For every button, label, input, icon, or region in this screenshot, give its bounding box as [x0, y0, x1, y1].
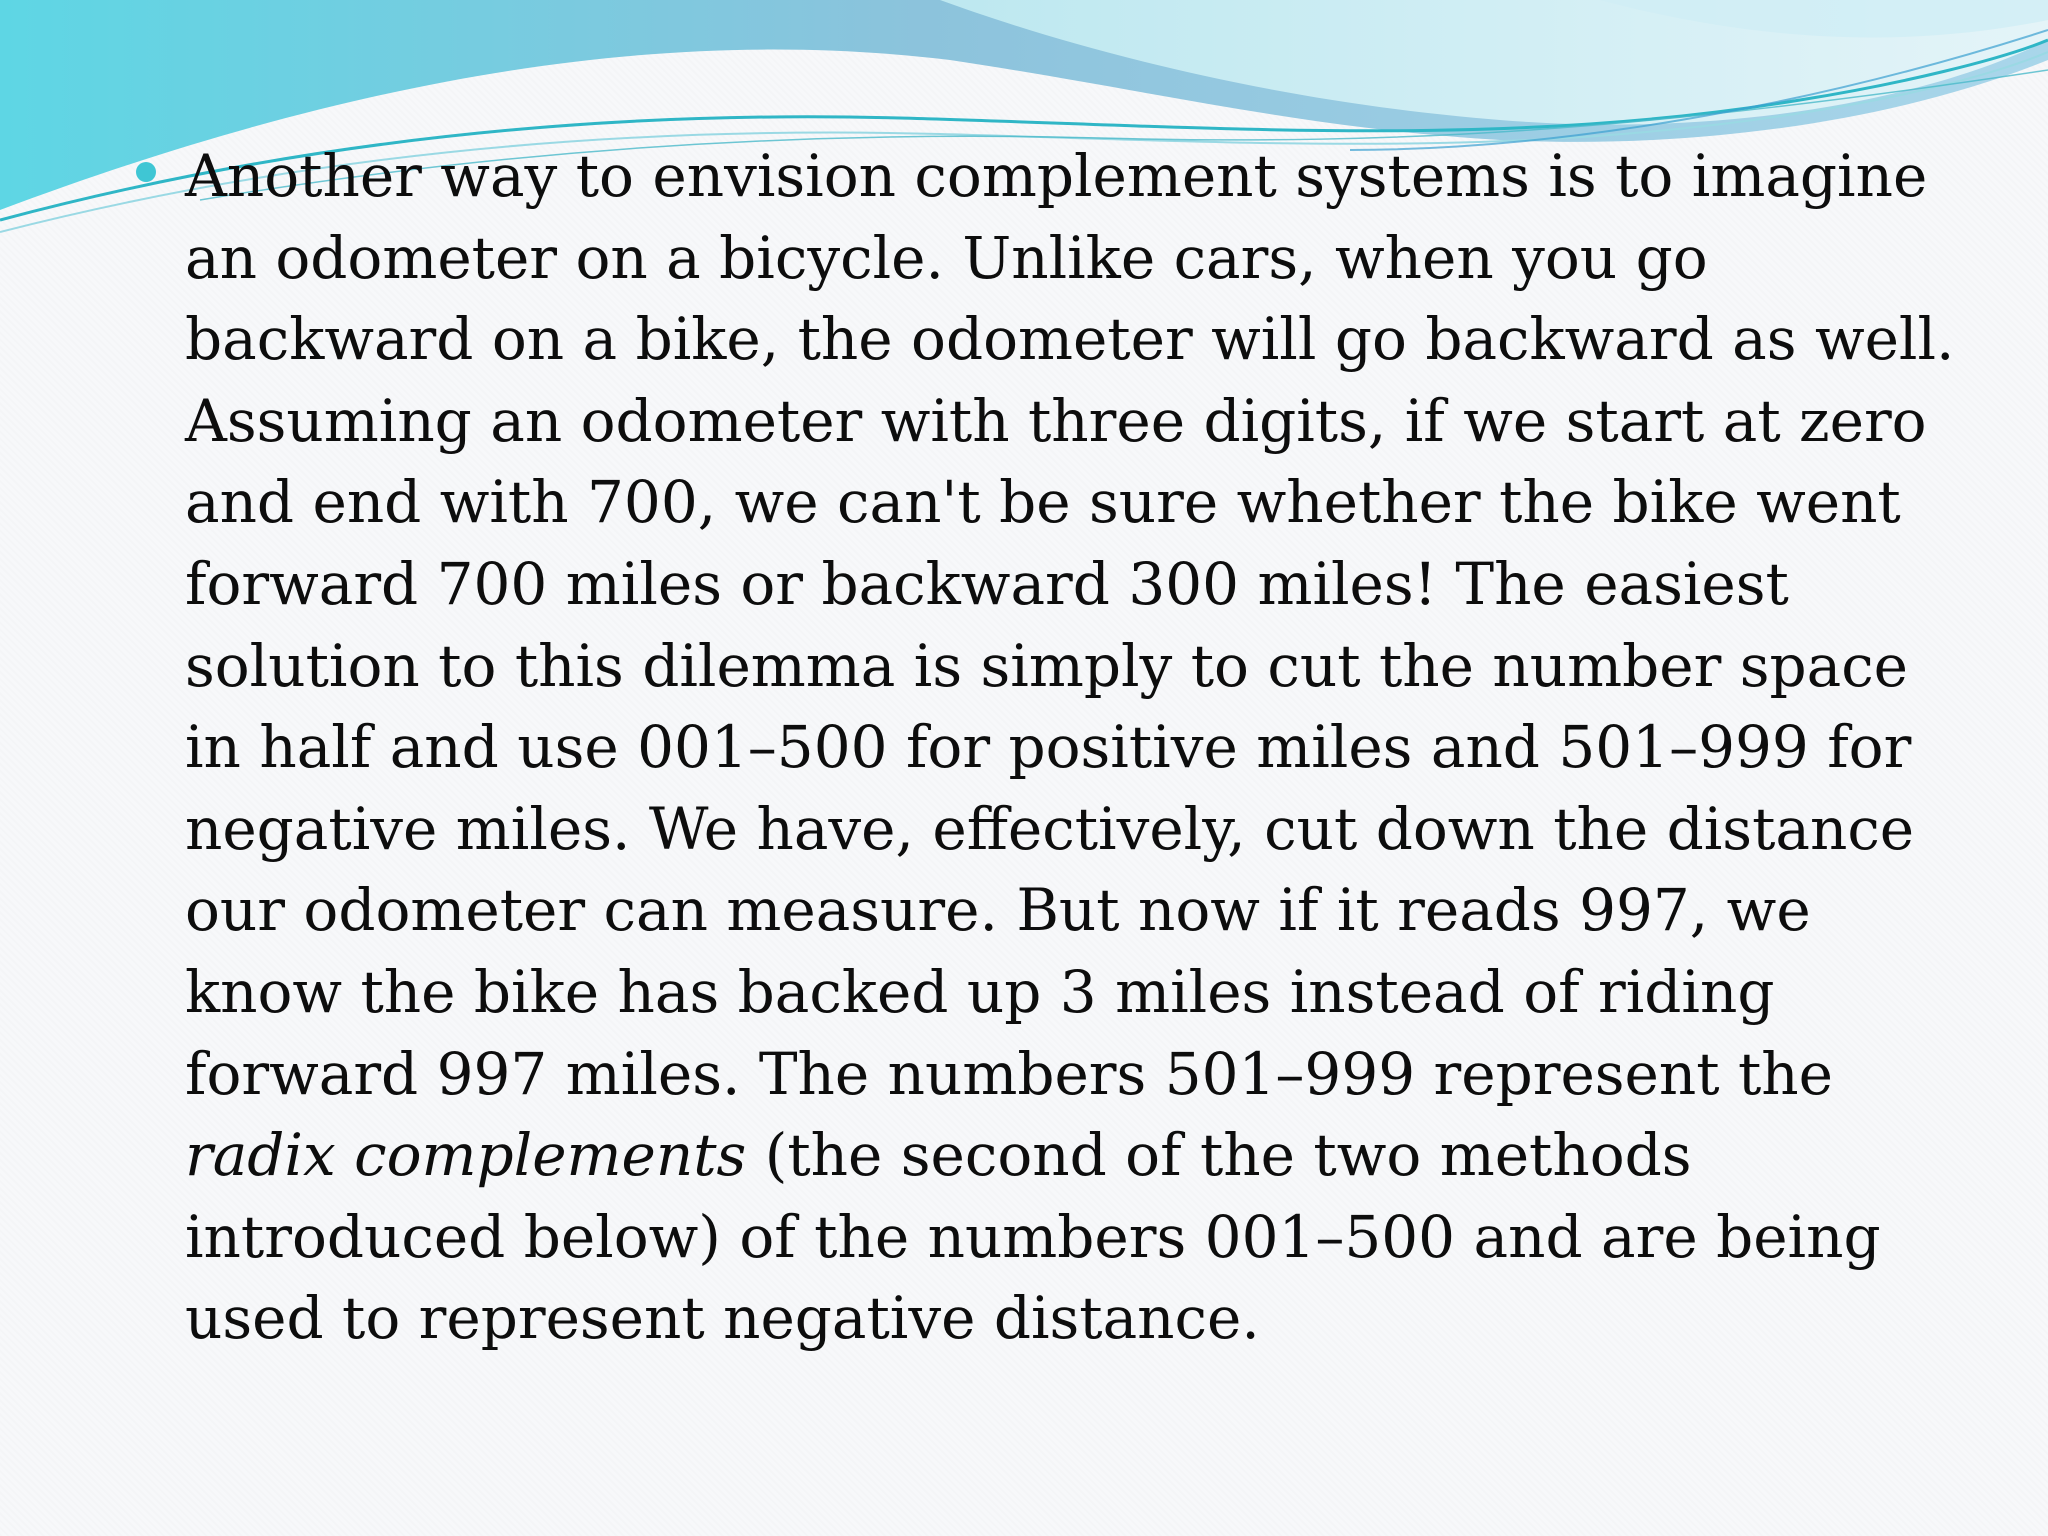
- paragraph-line: in half and use 001–500 for positive miles and 501–999 for: [185, 713, 1912, 782]
- paragraph-line: solution to this dilemma is simply to cut the number space: [185, 631, 1909, 700]
- paragraph-line: Another way to envision complement systems is to imagine: [185, 142, 1928, 210]
- paragraph-line: forward 700 miles or backward 300 miles! The easiest: [185, 549, 1789, 618]
- paragraph-line: used to represent negative distance.: [185, 1284, 1260, 1353]
- body-paragraph: [185, 136, 1955, 1360]
- paragraph-line: backward on a bike, the odometer will go backward as well.: [185, 305, 1955, 374]
- paragraph-line: negative miles. We have, effectively, cut down the distance: [185, 794, 1915, 863]
- paragraph-line-with-term: [185, 1115, 1945, 1197]
- paragraph-line: introduced below) of the numbers 001–500 and are being: [185, 1202, 1881, 1271]
- paragraph-line: know the bike has backed up 3 miles instead of riding: [185, 957, 1775, 1026]
- paragraph-line: an odometer on a bicycle. Unlike cars, when you go: [185, 223, 1708, 292]
- paragraph-line: and end with 700, we can't be sure whether the bike went: [185, 468, 1901, 537]
- italic-term: radix complements: [185, 1121, 747, 1190]
- paragraph-line: forward 997 miles. The numbers 501–999 represent the: [185, 1039, 1833, 1108]
- paragraph-line: Assuming an odometer with three digits, if we start at zero: [185, 386, 1927, 455]
- paragraph-line-rest: (the second of the two methods: [746, 1121, 1692, 1190]
- bullet-dot-icon: [136, 162, 156, 182]
- paragraph-line: our odometer can measure. But now if it reads 997, we: [185, 876, 1811, 945]
